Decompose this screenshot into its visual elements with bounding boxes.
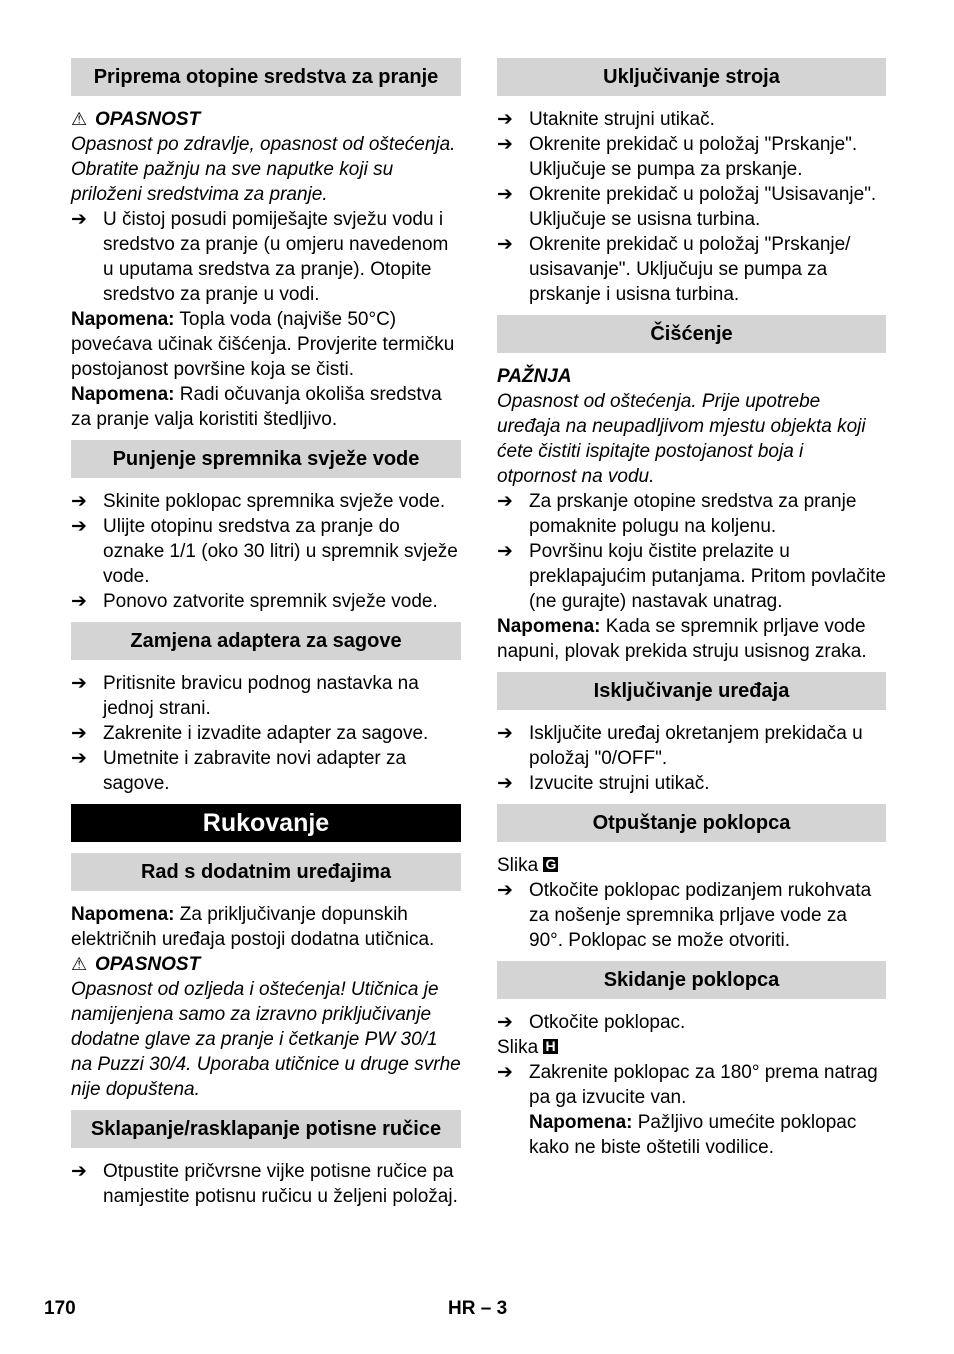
danger-warning (71, 107, 461, 132)
chapter-title: Rukovanje (71, 804, 461, 842)
list-item: ➔ Okrenite prekidač u položaj "Prskanje". Uključuje se pumpa za prskanje. (497, 134, 858, 180)
danger-warning (71, 952, 461, 977)
warning-triangle-icon: ⚠ (71, 954, 88, 974)
warning-text: Opasnost od oštećenja. Prije upotrebe uređaja na neupadljivom mjestu objekta koji ćete čistiti ispitajte postojanost boja i otpornost na vodu. (497, 391, 866, 487)
figure-letter-badge: H (545, 1038, 556, 1054)
note: Napomena: Za priključivanje dopunskih električnih uređaja postoji dodatna utičnica. (71, 904, 435, 950)
arrow-right-icon: ➔ (497, 1012, 513, 1033)
note: Napomena: Pažljivo umećite poklopac kako ne biste oštetili vodilice. (529, 1112, 857, 1158)
list-item: ➔ U čistoj posudi pomiješajte svježu vodu i sredstvo za pranje (u omjeru navedenom u uputama sredstva za pranje). Otopite sredstvo za pranje u vodi. (71, 209, 449, 305)
arrow-right-icon: ➔ (497, 1062, 513, 1083)
warning-triangle-icon: ⚠ (71, 109, 88, 129)
warning-text: Opasnost od ozljeda i oštećenja! Utičnica je namijenjena samo za izravno priključivanje dodatne glave za pranje i četkanje PW 30/1 na Puzzi 30/4. Uporaba utičnice u druge svrhe nije dopuštena. (71, 979, 461, 1100)
figure-letter-badge: G (545, 856, 557, 872)
arrow-right-icon: ➔ (497, 880, 513, 901)
arrow-right-icon: ➔ (71, 1161, 87, 1182)
right-column (497, 58, 886, 1160)
list-item: ➔ Skinite poklopac spremnika svježe vode. (71, 491, 446, 512)
section-heading-sklapanje: Sklapanje/rasklapanje potisne ručice (71, 1110, 461, 1148)
list-item: ➔ Isključite uređaj okretanjem prekidača u položaj "0/OFF". (497, 723, 863, 769)
arrow-right-icon: ➔ (71, 491, 87, 512)
list-item: ➔ Otkočite poklopac podizanjem rukohvata za nošenje spremnika prljave vode za 90°. Poklopac se može otvoriti. (497, 880, 872, 951)
section-heading-ukljucivanje: Uključivanje stroja (497, 58, 886, 96)
list-item: ➔ Zakrenite i izvadite adapter za sagove. (71, 723, 429, 744)
arrow-right-icon: ➔ (497, 234, 513, 255)
section-heading-punjenje: Punjenje spremnika svježe vode (71, 440, 461, 478)
section-heading-priprema: Priprema otopine sredstva za pranje (71, 58, 461, 96)
list-item: ➔ Za prskanje otopine sredstva za pranje pomaknite polugu na koljenu. (497, 491, 857, 537)
section-heading-ciscenje: Čišćenje (497, 315, 886, 353)
section-code: HR – 3 (448, 1298, 508, 1319)
left-column (71, 58, 461, 1209)
arrow-right-icon: ➔ (497, 184, 513, 205)
arrow-right-icon: ➔ (71, 673, 87, 694)
note: Napomena: Topla voda (najviše 50°C) povećava učinak čišćenja. Provjerite termičku postojanost površine koja se čisti. (71, 309, 455, 380)
arrow-right-icon: ➔ (497, 109, 513, 130)
section-heading-zamjena: Zamjena adaptera za sagove (71, 622, 461, 660)
section-heading-skidanje: Skidanje poklopca (497, 961, 886, 999)
list-item: ➔ Otpustite pričvrsne vijke potisne ručice pa namjestite potisnu ručicu u željeni položaj. (71, 1161, 458, 1207)
list-item: ➔ Okrenite prekidač u položaj "Prskanje/ usisavanje". Uključuju se pumpa za prskanje i usisna turbina. (497, 234, 851, 305)
list-item: ➔ Pritisnite bravicu podnog nastavka na jednoj strani. (71, 673, 419, 719)
arrow-right-icon: ➔ (71, 591, 87, 612)
list-item: ➔ Zakrenite poklopac za 180° prema natrag pa ga izvucite van. (497, 1062, 878, 1108)
warning-text: Opasnost po zdravlje, opasnost od oštećenja. Obratite pažnju na sve naputke koji su priloženi sredstvima za pranje. (71, 134, 456, 205)
warning-title: OPASNOST (95, 109, 201, 130)
section-heading-iskljucivanje: Isključivanje uređaja (497, 672, 886, 710)
list-item: ➔ Otkočite poklopac. (497, 1012, 686, 1033)
arrow-right-icon: ➔ (497, 491, 513, 512)
caution-title: PAŽNJA (497, 366, 572, 387)
list-item: ➔ Okrenite prekidač u položaj "Usisavanje". Uključuje se usisna turbina. (497, 184, 877, 230)
note: Napomena: Kada se spremnik prljave vode napuni, plovak prekida struju usisnog zraka. (497, 616, 867, 662)
arrow-right-icon: ➔ (497, 773, 513, 794)
arrow-right-icon: ➔ (497, 541, 513, 562)
section-heading-otpustanje: Otpuštanje poklopca (497, 804, 886, 842)
arrow-right-icon: ➔ (497, 134, 513, 155)
list-item: ➔ Ponovo zatvorite spremnik svježe vode. (71, 591, 438, 612)
figure-reference: Slika G (497, 855, 557, 876)
arrow-right-icon: ➔ (71, 723, 87, 744)
arrow-right-icon: ➔ (71, 209, 87, 230)
section-heading-rad: Rad s dodatnim uređajima (71, 853, 461, 891)
note: Napomena: Radi očuvanja okoliša sredstva za pranje valja koristiti štedljivo. (71, 384, 442, 430)
list-item: ➔ Umetnite i zabravite novi adapter za sagove. (71, 748, 407, 794)
warning-title: OPASNOST (95, 954, 201, 975)
list-item: ➔ Površinu koju čistite prelazite u preklapajućim putanjama. Pritom povlačite (ne gurajte) nastavak unatrag. (497, 541, 886, 612)
list-item: ➔ Utaknite strujni utikač. (497, 109, 715, 130)
list-item: ➔ Izvucite strujni utikač. (497, 773, 710, 794)
list-item: ➔ Ulijte otopinu sredstva za pranje do oznake 1/1 (oko 30 litri) u spremnik svježe vode. (71, 516, 458, 587)
arrow-right-icon: ➔ (71, 748, 87, 769)
arrow-right-icon: ➔ (71, 516, 87, 537)
arrow-right-icon: ➔ (497, 723, 513, 744)
page-number: 170 (44, 1298, 76, 1319)
figure-reference: Slika H (497, 1037, 556, 1058)
